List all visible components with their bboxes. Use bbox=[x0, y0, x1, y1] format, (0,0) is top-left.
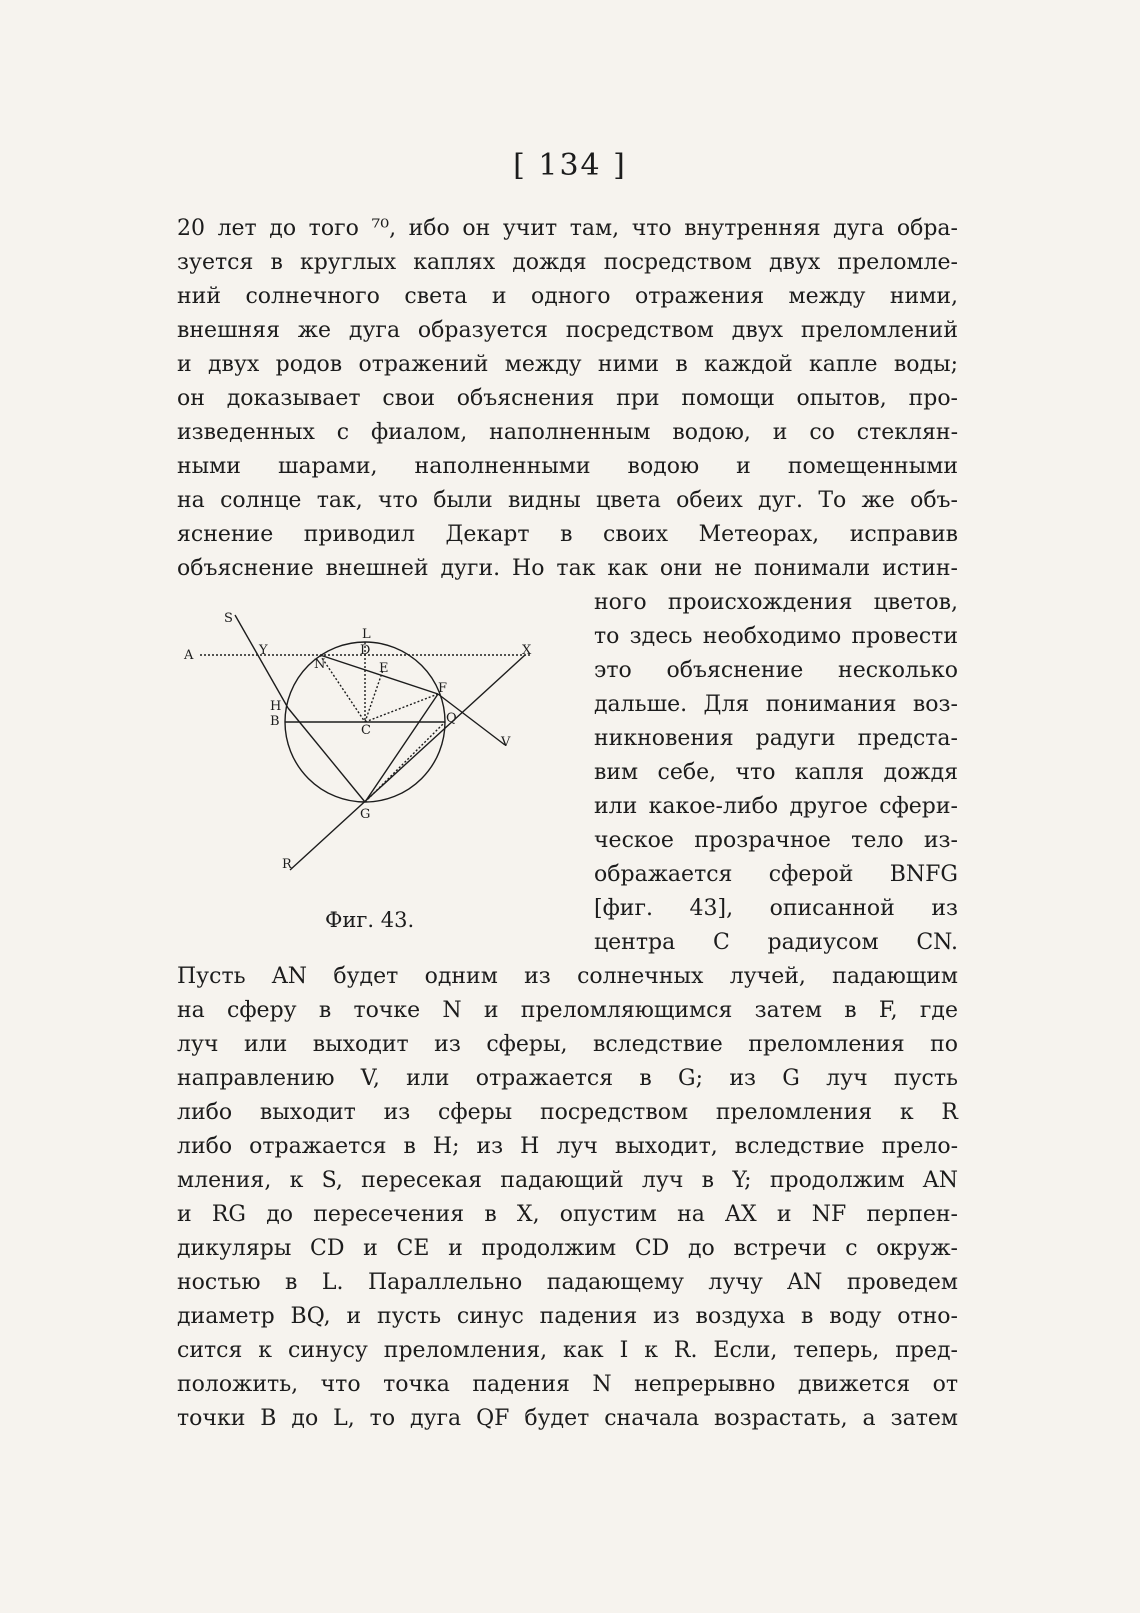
text-line: сится к синусу преломления, как I к R. Если, теперь, пред- bbox=[177, 1338, 958, 1363]
ray-fg bbox=[365, 694, 438, 802]
text-line: ний солнечного света и одного отражения между ними, bbox=[177, 284, 958, 309]
label-q: Q bbox=[446, 711, 457, 726]
label-f: F bbox=[438, 681, 448, 696]
text-line: луч или выходит из сферы, вследствие преломления по bbox=[177, 1032, 958, 1057]
text-line: дальше. Для понимания воз- bbox=[594, 692, 958, 717]
text-line: либо отражается в H; из H луч выходит, вследствие прело- bbox=[177, 1134, 958, 1159]
text-line: центра C радиусом CN. bbox=[594, 930, 958, 955]
text-line: ностью в L. Параллельно падающему лучу AN проведем bbox=[177, 1270, 958, 1295]
text-line: изведенных с фиалом, наполненным водою, и со стеклян- bbox=[177, 420, 958, 445]
text-line: Пусть AN будет одним из солнечных лучей, падающим bbox=[177, 964, 958, 989]
text-line: точки B до L, то дуга QF будет сначала возрастать, а затем bbox=[177, 1406, 958, 1431]
text-line: никновения радуги предста- bbox=[594, 726, 958, 751]
label-r: R bbox=[282, 857, 292, 872]
label-c: C bbox=[361, 723, 371, 738]
text-line: объяснение внешней дуги. Но так как они не понимали истин- bbox=[177, 556, 958, 581]
text-line: дикуляры CD и CE и продолжим CD до встречи с окруж- bbox=[177, 1236, 958, 1261]
text-line: 20 лет до того ⁷⁰, ибо он учит там, что внутренняя дуга обра- bbox=[177, 216, 958, 241]
rainbow-diagram bbox=[180, 610, 570, 900]
label-g: G bbox=[360, 807, 371, 822]
text-line: он доказывает свои объяснения при помощи опытов, про- bbox=[177, 386, 958, 411]
label-l: L bbox=[362, 627, 371, 642]
label-b: B bbox=[270, 714, 280, 729]
label-e: E bbox=[379, 661, 389, 676]
text-line: внешняя же дуга образуется посредством двух преломлений bbox=[177, 318, 958, 343]
figure-43 bbox=[180, 610, 570, 900]
label-x: X bbox=[522, 643, 532, 658]
text-line: диаметр BQ, и пусть синус падения из воздуха в воду отно- bbox=[177, 1304, 958, 1329]
text-line: направлению V, или отражается в G; из G луч пусть bbox=[177, 1066, 958, 1091]
ray-sh bbox=[235, 615, 288, 708]
label-h: H bbox=[270, 699, 282, 714]
line-cf bbox=[365, 694, 438, 722]
text-line: на сферу в точке N и преломляющимся затем в F, где bbox=[177, 998, 958, 1023]
text-line: то здесь необходимо провести bbox=[594, 624, 958, 649]
text-line: и RG до пересечения в X, опустим на AX и NF перпен- bbox=[177, 1202, 958, 1227]
text-line: зуется в круглых каплях дождя посредством двух преломле- bbox=[177, 250, 958, 275]
text-line: либо выходит из сферы посредством преломления к R bbox=[177, 1100, 958, 1125]
line-ce bbox=[365, 670, 383, 722]
label-s: S bbox=[224, 611, 233, 626]
text-line: мления, к S, пересекая падающий луч в Y; продолжим AN bbox=[177, 1168, 958, 1193]
label-v: V bbox=[501, 735, 511, 750]
text-line: ображается сферой BNFG bbox=[594, 862, 958, 887]
text-line: ными шарами, наполненными водою и помещенными bbox=[177, 454, 958, 479]
figure-caption: Фиг. 43. bbox=[325, 908, 415, 932]
text-line: вим себе, что капля дождя bbox=[594, 760, 958, 785]
line-nc bbox=[320, 655, 365, 722]
text-line: это объяснение несколько bbox=[594, 658, 958, 683]
page-number: [ 134 ] bbox=[513, 148, 627, 183]
label-n: N bbox=[314, 657, 326, 672]
text-line: и двух родов отражений между ними в каждой капле воды; bbox=[177, 352, 958, 377]
label-d: D bbox=[360, 643, 371, 658]
text-line: [фиг. 43], описанной из bbox=[594, 896, 958, 921]
text-line: ческое прозрачное тело из- bbox=[594, 828, 958, 853]
line-gq bbox=[365, 722, 445, 802]
label-a: A bbox=[184, 648, 194, 663]
ray-rx bbox=[290, 655, 525, 870]
text-line: ного происхождения цветов, bbox=[594, 590, 958, 615]
label-y: Y bbox=[259, 643, 268, 658]
text-line: яснение приводил Декарт в своих Метеорах, исправив bbox=[177, 522, 958, 547]
text-line: или какое-либо другое сфери- bbox=[594, 794, 958, 819]
text-line: положить, что точка падения N непрерывно движется от bbox=[177, 1372, 958, 1397]
text-line: на солнце так, что были видны цвета обеих дуг. То же объ- bbox=[177, 488, 958, 513]
